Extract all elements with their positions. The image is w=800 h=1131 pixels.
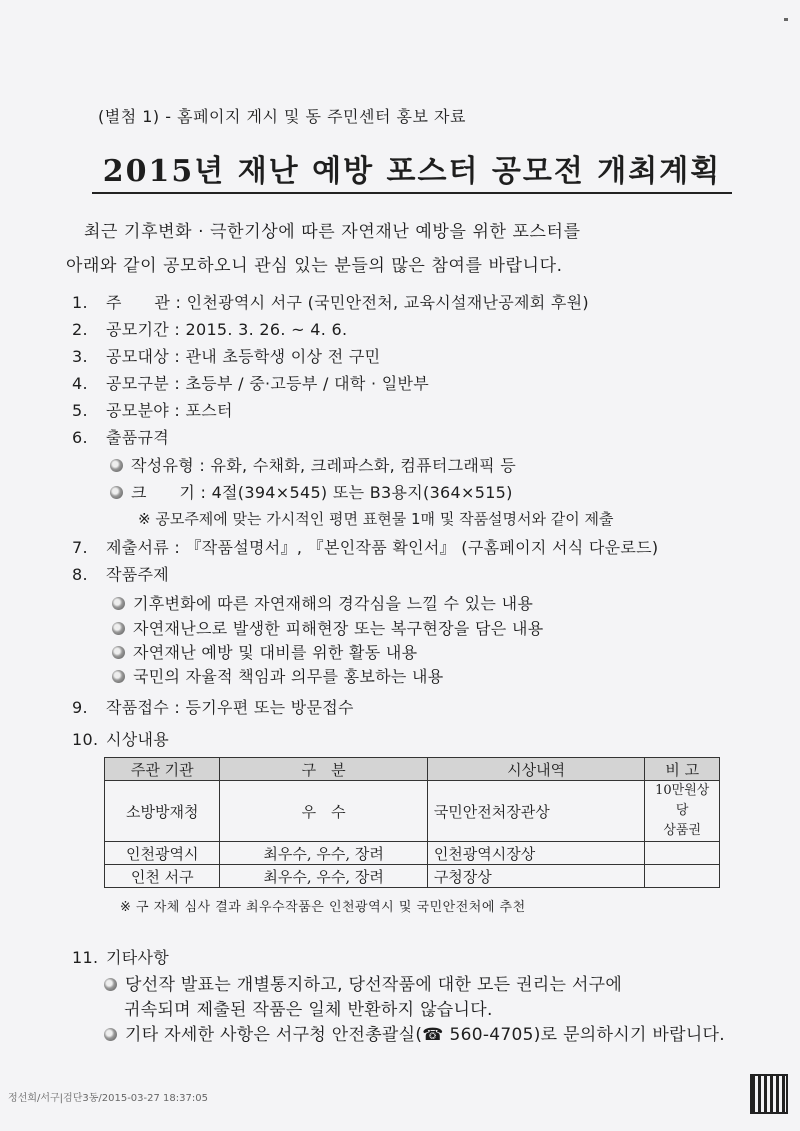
item-2 — [72, 317, 347, 340]
col-header-org: 주관 기관 — [105, 758, 220, 781]
item-10-text: 시상내용 — [106, 730, 170, 749]
cell-note — [645, 781, 720, 842]
table-row — [105, 781, 720, 842]
cell-org: 인천 서구 — [105, 865, 220, 888]
bullet-icon — [110, 486, 123, 499]
item-6-text: 출품규격 — [106, 428, 170, 447]
theme-text: 기후변화에 따른 자연재해의 경각심을 느낄 수 있는 내용 — [133, 594, 534, 613]
item-3-text: 공모대상 : 관내 초등학생 이상 전 구민 — [106, 347, 381, 366]
award-table — [104, 757, 720, 888]
bullet-icon — [112, 670, 125, 683]
misc-line-3 — [104, 1020, 725, 1045]
misc-line-2: 귀속되며 제출된 작품은 일체 반환하지 않습니다. — [124, 1000, 493, 1020]
bullet-icon — [110, 459, 123, 472]
table-row — [105, 865, 720, 888]
theme-text: 자연재난으로 발생한 피해현장 또는 복구현장을 담은 내용 — [133, 619, 544, 638]
item-4-text: 공모구분 : 초등부 / 중·고등부 / 대학 · 일반부 — [106, 374, 430, 393]
cell-award: 구청장상 — [427, 865, 645, 888]
item-4 — [72, 371, 429, 394]
qr-code-icon — [750, 1074, 788, 1114]
col-header-category: 구 분 — [220, 758, 427, 781]
cell-award: 인천광역시장상 — [427, 842, 645, 865]
item-10-number: 10. — [72, 730, 99, 749]
theme-item — [112, 591, 533, 614]
cell-note-line1: 10만원상당 — [655, 783, 710, 818]
fax-stamp: 정선희/서구|검단3동/2015-03-27 18:37:05 — [8, 1093, 208, 1104]
spec-type-text: 작성유형 : 유화, 수채화, 크레파스화, 컴퓨터그래픽 등 — [131, 456, 517, 475]
misc-line-1 — [104, 970, 622, 995]
table-header-row — [105, 758, 720, 781]
cell-category: 최우수, 우수, 장려 — [220, 865, 427, 888]
item-11-text: 기타사항 — [106, 948, 170, 967]
table-row — [105, 842, 720, 865]
theme-item — [112, 664, 444, 687]
page-title: 2015년 재난 예방 포스터 공모전 개최계획 — [92, 146, 732, 194]
item-5-number: 5. — [72, 401, 88, 420]
item-6-number: 6. — [72, 428, 88, 447]
spec-size — [110, 480, 513, 503]
item-2-number: 2. — [72, 320, 88, 339]
intro-line-2: 아래와 같이 공모하오니 관심 있는 분들의 많은 참여를 바랍니다. — [66, 256, 563, 276]
bullet-icon — [104, 1028, 117, 1041]
item-5 — [72, 398, 233, 421]
item-9-number: 9. — [72, 698, 88, 717]
table-footnote: ※ 구 자체 심사 결과 최우수작품은 인천광역시 및 국민안전처에 추천 — [120, 900, 526, 915]
bullet-icon — [112, 646, 125, 659]
misc-line-1-text: 당선작 발표는 개별통지하고, 당선작품에 대한 모든 권리는 서구에 — [125, 975, 623, 995]
spec-note: ※ 공모주제에 맞는 가시적인 평면 표현물 1매 및 작품설명서와 같이 제출 — [138, 510, 614, 528]
bullet-icon — [104, 978, 117, 991]
bullet-icon — [112, 622, 125, 635]
item-7-number: 7. — [72, 538, 88, 557]
spec-type — [110, 453, 516, 476]
item-6 — [72, 425, 169, 448]
intro-line-1: 최근 기후변화 · 극한기상에 따른 자연재난 예방을 위한 포스터를 — [84, 222, 581, 242]
cell-note — [645, 865, 720, 888]
attachment-label: (별첨 1) - 홈페이지 게시 및 동 주민센터 홍보 자료 — [98, 107, 466, 126]
item-8 — [72, 562, 169, 585]
item-7-text: 제출서류 : 『작품설명서』, 『본인작품 확인서』 (구홈페이지 서식 다운로드) — [106, 538, 659, 557]
item-11 — [72, 945, 169, 968]
item-2-text: 공모기간 : 2015. 3. 26. ~ 4. 6. — [106, 320, 348, 339]
theme-text: 국민의 자율적 책임과 의무를 홍보하는 내용 — [133, 667, 444, 686]
cell-category: 우 수 — [220, 781, 427, 842]
col-header-note: 비 고 — [645, 758, 720, 781]
cell-category: 최우수, 우수, 장려 — [220, 842, 427, 865]
cell-note — [645, 842, 720, 865]
item-1-number: 1. — [72, 293, 88, 312]
item-1-text: 주 관 : 인천광역시 서구 (국민안전처, 교육시설재난공제회 후원) — [106, 293, 589, 312]
item-8-number: 8. — [72, 565, 88, 584]
misc-line-3-text: 기타 자세한 사항은 서구청 안전총괄실(☎ 560-4705)로 문의하시기 바랍니다. — [125, 1025, 725, 1045]
cell-org: 소방방재청 — [105, 781, 220, 842]
scan-mark — [784, 18, 788, 21]
cell-award: 국민안전처장관상 — [427, 781, 645, 842]
col-header-award: 시상내역 — [427, 758, 645, 781]
cell-org: 인천광역시 — [105, 842, 220, 865]
item-11-number: 11. — [72, 948, 99, 967]
theme-item — [112, 616, 543, 639]
cell-note-line2: 상품권 — [663, 823, 702, 838]
theme-item — [112, 640, 417, 663]
item-5-text: 공모분야 : 포스터 — [106, 401, 233, 420]
spec-size-text: 크 기 : 4절(394×545) 또는 B3용지(364×515) — [131, 483, 513, 502]
item-9 — [72, 695, 354, 718]
bullet-icon — [112, 597, 125, 610]
item-1 — [72, 290, 589, 313]
item-10 — [72, 727, 169, 750]
item-8-text: 작품주제 — [106, 565, 170, 584]
item-7 — [72, 535, 658, 558]
item-3 — [72, 344, 380, 367]
item-3-number: 3. — [72, 347, 88, 366]
item-4-number: 4. — [72, 374, 88, 393]
theme-text: 자연재난 예방 및 대비를 위한 활동 내용 — [133, 643, 418, 662]
item-9-text: 작품접수 : 등기우편 또는 방문접수 — [106, 698, 354, 717]
